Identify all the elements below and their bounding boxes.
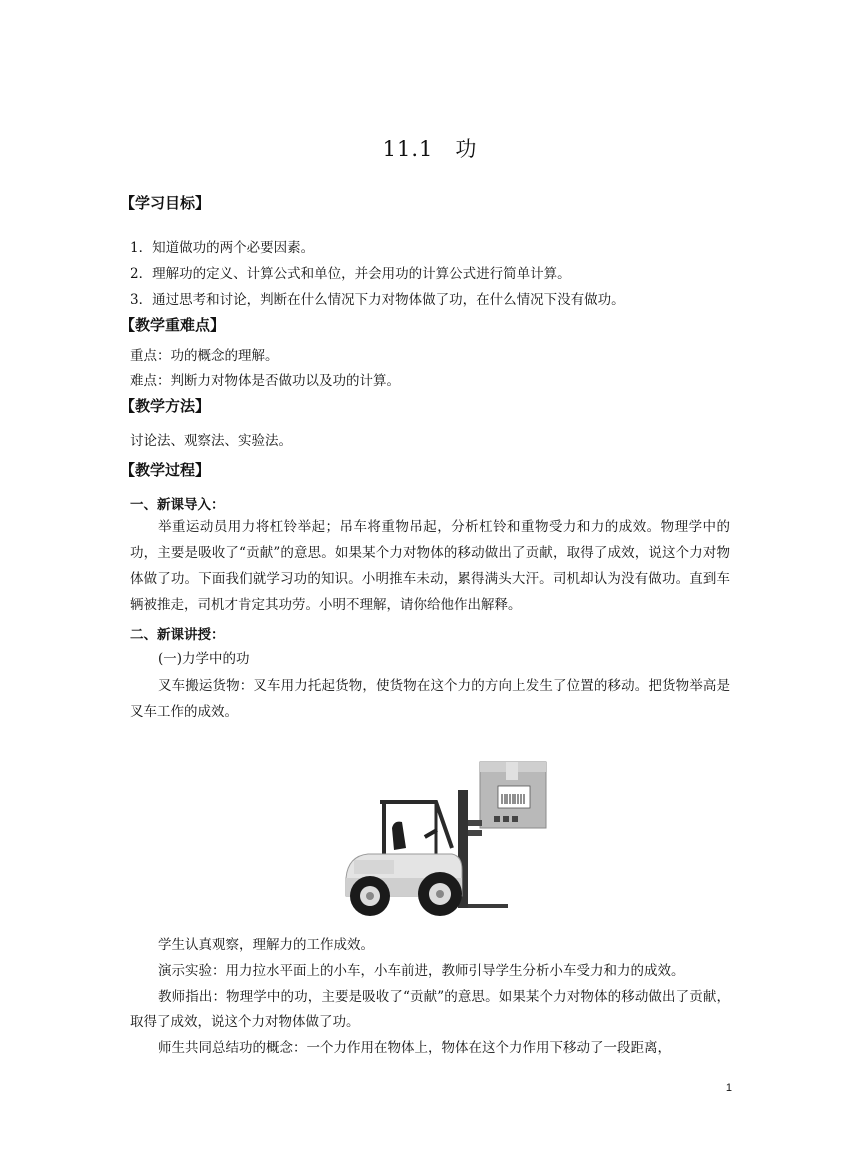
part1-heading: 一、新课导入： — [130, 497, 225, 513]
page-title: 11.1 功 — [382, 137, 478, 161]
goal-item-2: 2．理解功的定义、计算公式和单位，并会用功的计算公式进行简单计算。 — [130, 266, 571, 282]
key-points-heading: 【教学重难点】 — [120, 316, 226, 334]
goals-heading: 【学习目标】 — [120, 194, 211, 212]
method-text: 讨论法、观察法、实验法。 — [130, 433, 292, 449]
key-point-2: 难点：判断力对物体是否做功以及功的计算。 — [130, 373, 400, 389]
process-heading: 【教学过程】 — [120, 461, 211, 479]
goal-item-3: 3．通过思考和讨论，判断在什么情况下力对物体做了功，在什么情况下没有做功。 — [130, 292, 625, 308]
part1-paragraph: 举重运动员用力将杠铃举起；吊车将重物吊起，分析杠铃和重物受力和力的成效。物理学中的功，主要是吸收了“贡献”的意思。如果某个力对物体的移动做出了贡献，取得了成效，说这个力对物体做了功。下面我们就学习功的知识。小明推车未动，累得满头大汗。司机却认为没有做功。直到车辆被推走，司机才肯定其功劳。小明不理解，请你给他作出解释。 — [130, 519, 730, 613]
method-heading: 【教学方法】 — [120, 397, 211, 415]
forklift-image — [340, 728, 550, 931]
demo-line: 演示实验：用力拉水平面上的小车，小车前进，教师引导学生分析小车受力和力的成效。 — [158, 963, 685, 979]
forklift-paragraph: 叉车搬运货物：叉车用力托起货物，使货物在这个力的方向上发生了位置的移动。把货物举高是叉车工作的成效。 — [130, 678, 730, 720]
key-point-1: 重点：功的概念的理解。 — [130, 348, 279, 364]
goal-item-1: 1．知道做功的两个必要因素。 — [130, 240, 315, 256]
summary-line: 师生共同总结功的概念：一个力作用在物体上，物体在这个力作用下移动了一段距离， — [158, 1040, 671, 1056]
part2-subheading: (一)力学中的功 — [158, 651, 250, 667]
observation-line: 学生认真观察，理解力的工作成效。 — [158, 937, 374, 953]
page-number: 1 — [725, 1082, 732, 1094]
part2-heading: 二、新课讲授： — [130, 627, 225, 643]
teacher-point-paragraph: 教师指出：物理学中的功，主要是吸收了“贡献”的意思。如果某个力对物体的移动做出了贡献，取得了成效，说这个力对物体做了功。 — [130, 989, 730, 1030]
